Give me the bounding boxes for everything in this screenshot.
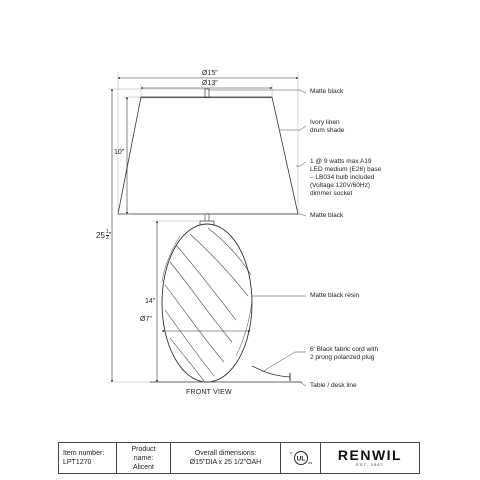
item-number-cell [59,443,117,473]
label-bulb: 1 @ 9 watts max A19 LED medium (E26) base – LB034 bulb included (Voltage:120V/60Hz) dimmer socket [310,158,382,197]
svg-text:us: us [307,460,312,465]
brand-established: EST. 1967 [356,462,384,467]
svg-text:c: c [289,450,292,455]
overall-dimensions-label: Overall dimensions: [194,450,257,457]
ul-listed-icon [290,449,312,467]
product-name-label: Product name: [131,445,156,462]
brand-cell [321,443,419,473]
product-name-value: Alicent [132,463,154,471]
svg-text:UL: UL [296,455,305,463]
dim-overall-height-suffix: " [108,231,112,239]
dim-overall-height-label [96,230,111,241]
overall-dimensions-value: Ø15"DIA x 25 1/2"OAH [189,459,262,466]
overall-dimensions-cell [171,443,281,473]
label-cord: 6' Black fabric cord with 2 prong polarized plug [310,346,379,361]
dim-overall-height-whole: 25 [96,230,105,240]
power-cord [252,366,290,381]
view-label: FRONT VIEW [186,389,232,396]
label-finial: Matte black [310,88,344,95]
dim-overall-height-den: 2 [105,235,109,241]
item-number-value: LPT1270 [63,459,92,466]
dim-overall-height-num: 1 [105,229,109,235]
brand-logo: RENWIL [337,447,403,463]
finial [205,89,209,97]
dim-shade-height-label: 10" [114,149,125,156]
lamp-neck [200,214,214,225]
label-body: Matte black resin [310,292,360,299]
dim-base-diameter-label: Ø7" [140,316,152,323]
item-number-label: Item number: [63,450,105,457]
title-block [58,442,420,474]
dim-base-height-label: 14" [145,298,156,305]
dim-top-inner-label: Ø13" [202,80,218,87]
product-name-cell [117,443,171,473]
dim-top-outer-label: Ø15" [202,70,218,77]
certification-cell [281,443,321,473]
lamp-shade [118,97,298,214]
label-shade: Ivory linen drum shade [310,119,345,134]
label-neck: Matte black [310,212,344,219]
label-table: Table / desk line [310,382,357,389]
lamp-body [162,224,252,382]
